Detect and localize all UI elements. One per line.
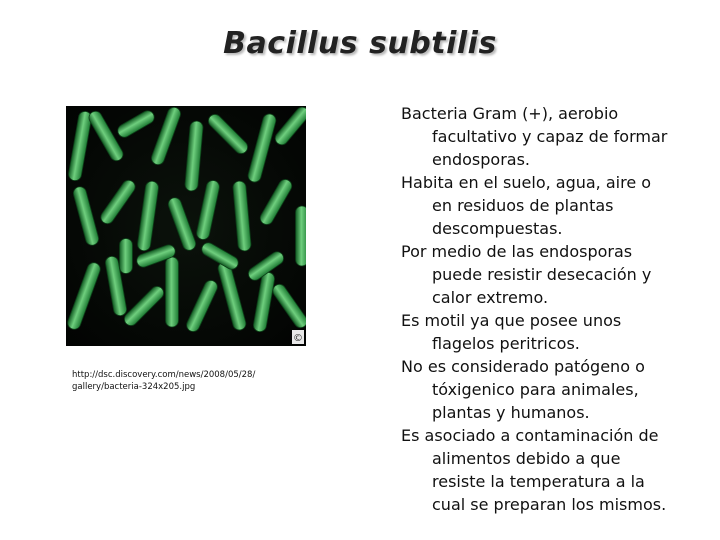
fact-line: cual se preparan los mismos. xyxy=(432,495,667,514)
fact-line: puede resistir desecación y xyxy=(432,265,652,284)
fact-line: descompuestas. xyxy=(432,219,563,238)
fact-line: plantas y humanos. xyxy=(432,403,590,422)
fact-endospores xyxy=(401,240,706,309)
fact-line: Habita en el suelo, agua, aire o xyxy=(401,173,652,192)
fact-non-pathogenic xyxy=(401,355,706,424)
fact-line: endosporas. xyxy=(432,150,531,169)
fact-line: resiste la temperatura a la xyxy=(432,472,645,491)
fact-food-contamination xyxy=(401,424,706,516)
image-source-caption xyxy=(72,369,312,393)
fact-line: Por medio de las endosporas xyxy=(401,242,633,261)
fact-line: Bacteria Gram (+), aerobio xyxy=(401,104,619,123)
fact-line: facultativo y capaz de formar xyxy=(432,127,668,146)
fact-line: Es motil ya que posee unos xyxy=(401,311,622,330)
bacterium-rod xyxy=(296,206,307,266)
caption-line-1: http://dsc.discovery.com/news/2008/05/28/ xyxy=(72,370,256,380)
facts-list xyxy=(401,102,706,516)
fact-line: Es asociado a contaminación de xyxy=(401,426,659,445)
bacteria-micrograph-image xyxy=(66,106,306,346)
bacterium-rod xyxy=(120,239,133,274)
fact-habitat xyxy=(401,171,706,240)
photo-copyright-mark: © xyxy=(293,333,303,344)
bacteria-micrograph-svg xyxy=(66,106,306,346)
fact-line: flagelos peritricos. xyxy=(432,334,580,353)
fact-line: No es considerado patógeno o xyxy=(401,357,645,376)
fact-motility xyxy=(401,309,706,355)
fact-line: alimentos debido a que xyxy=(432,449,621,468)
caption-line-2: gallery/bacteria-324x205.jpg xyxy=(72,382,196,392)
bacterium-rod xyxy=(166,257,179,327)
slide-title: Bacillus subtilis xyxy=(223,26,497,61)
fact-line: tóxigenico para animales, xyxy=(432,380,639,399)
fact-line: calor extremo. xyxy=(432,288,549,307)
fact-gram-positive xyxy=(401,102,706,171)
fact-line: en residuos de plantas xyxy=(432,196,614,215)
